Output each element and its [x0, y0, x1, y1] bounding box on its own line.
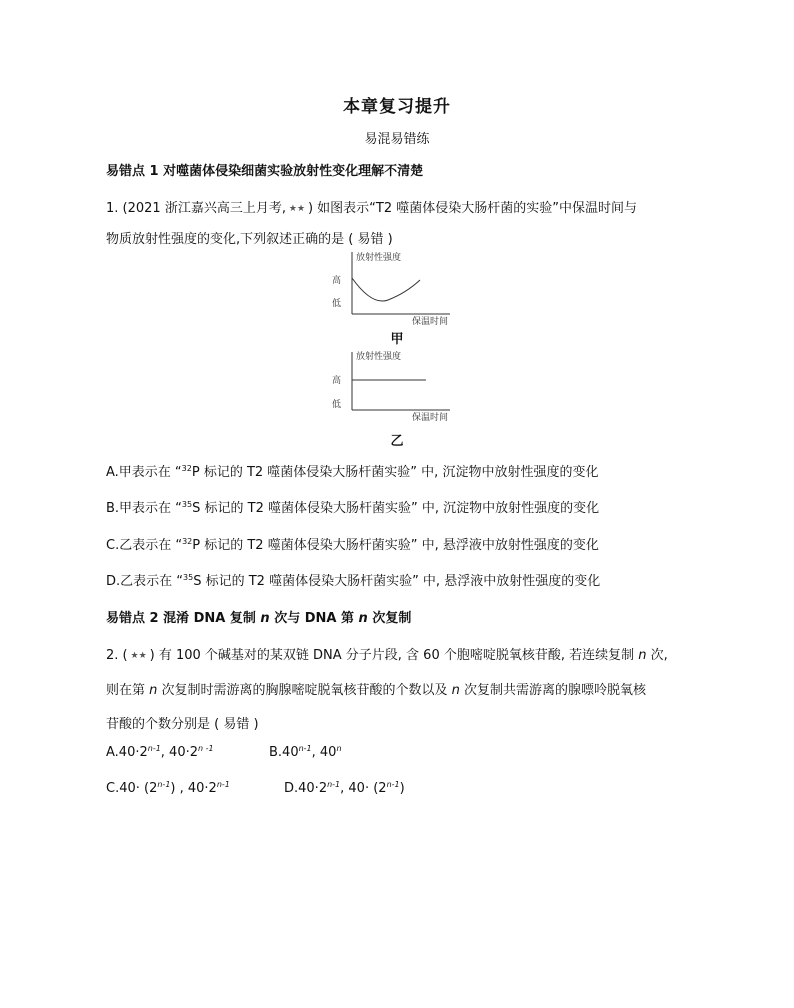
option-2b-text-b: , 40	[311, 745, 337, 760]
section-2-text-b: 次与 DNA 第	[269, 611, 359, 626]
option-2c-exp-1: n-1	[157, 780, 171, 789]
question-2-var-n3: n	[451, 683, 460, 698]
option-1c-text-a: C.乙表示在 “	[106, 538, 183, 553]
option-1c-text-b: P 标记的 T2 噬菌体侵染大肠杆菌实验” 中, 悬浮液中放射性强度的变化	[192, 538, 599, 553]
question-2-var-n1: n	[638, 648, 647, 663]
option-1a-isotope: 32	[181, 464, 192, 473]
option-2c-text-a: C.40· (2	[106, 781, 158, 796]
question-2-prefix: 2. (	[106, 648, 128, 663]
section-2-var-n2: n	[358, 611, 368, 626]
question-1-line-1	[106, 197, 637, 216]
graph-yi-caption: 乙	[390, 434, 404, 449]
page-title: 本章复习提升	[343, 97, 451, 117]
option-2b[interactable]	[269, 745, 342, 760]
section-heading-2	[106, 607, 411, 626]
option-1d-text-b: S 标记的 T2 噬菌体侵染大肠杆菌实验” 中, 悬浮液中放射性强度的变化	[193, 574, 601, 589]
option-2d-text-b: , 40· (2	[340, 781, 387, 796]
question-2-line-2	[106, 679, 646, 698]
option-2b-exp-1: n-1	[298, 744, 312, 753]
option-2d-text-c: )	[399, 781, 405, 796]
option-2c[interactable]	[106, 781, 230, 796]
graph-jia-xlabel: 保温时间	[412, 317, 449, 326]
question-1-line-2: 物质放射性强度的变化,下列叙述正确的是 ( 易错 )	[106, 232, 393, 247]
option-2a-exp-2: n -1	[198, 744, 214, 753]
option-2d-exp-2: n-1	[386, 780, 400, 789]
page-subtitle: 易混易错练	[364, 132, 430, 147]
option-1a[interactable]	[106, 461, 598, 480]
option-2c-text-b: ) , 40·2	[170, 781, 217, 796]
difficulty-stars-icon: ★★	[288, 204, 306, 214]
question-2-line2-c: 次复制共需游离的腺嘌呤脱氧核	[459, 683, 647, 698]
question-2-line-1	[106, 644, 668, 663]
question-2-line-3: 苷酸的个数分别是 ( 易错 )	[106, 717, 259, 732]
graph-jia	[330, 248, 470, 326]
option-2d[interactable]	[284, 781, 405, 796]
question-2-line2-b: 次复制时需游离的胸腺嘧啶脱氧核苷酸的个数以及	[157, 683, 452, 698]
option-2a[interactable]	[106, 745, 214, 760]
graph-jia-ylabel: 放射性强度	[356, 253, 402, 263]
question-2-line2-a: 则在第	[106, 683, 150, 698]
graph-jia-caption: 甲	[390, 332, 404, 347]
option-1d-isotope: 35	[183, 573, 194, 582]
option-2b-exp-2: n	[336, 744, 342, 753]
section-2-text-a: 易错点 2 混淆 DNA 复制	[106, 611, 261, 626]
option-2a-text-a: A.40·2	[106, 745, 148, 760]
graph-yi	[330, 348, 470, 426]
option-1a-text-b: P 标记的 T2 噬菌体侵染大肠杆菌实验” 中, 沉淀物中放射性强度的变化	[191, 465, 599, 480]
section-2-text-c: 次复制	[367, 611, 412, 626]
question-2-text-b: 次,	[646, 648, 668, 663]
graph-jia-high-label: 高	[332, 276, 342, 286]
option-2d-exp-1: n-1	[327, 780, 341, 789]
option-2a-exp-1: n-1	[147, 744, 161, 753]
question-1-text: ) 如图表示“T2 噬菌体侵染大肠杆菌的实验”中保温时间与	[307, 201, 637, 216]
option-1c-isotope: 32	[182, 537, 193, 546]
graph-yi-high-label: 高	[332, 376, 342, 386]
question-2-text-a: ) 有 100 个碱基对的某双链 DNA 分子片段, 含 60 个胞嘧啶脱氧核苷酸, 若连续复制	[149, 648, 639, 663]
option-1b[interactable]	[106, 497, 599, 516]
graph-yi-low-label: 低	[332, 400, 342, 410]
option-1a-text-a: A.甲表示在 “	[106, 465, 182, 480]
question-2-var-n2: n	[149, 683, 158, 698]
difficulty-stars-icon-2: ★★	[130, 651, 147, 661]
graph-jia-curve	[352, 278, 420, 301]
graph-yi-ylabel: 放射性强度	[356, 352, 402, 362]
section-2-var-n1: n	[260, 611, 270, 626]
option-2d-text-a: D.40·2	[284, 781, 328, 796]
graph-jia-low-label: 低	[332, 299, 342, 309]
question-1-prefix: 1. (2021 浙江嘉兴高三上月考,	[106, 201, 286, 216]
option-1b-text-b: S 标记的 T2 噬菌体侵染大肠杆菌实验” 中, 沉淀物中放射性强度的变化	[192, 501, 600, 516]
option-2b-text-a: B.40	[269, 745, 299, 760]
section-heading-1: 易错点 1 对噬菌体侵染细菌实验放射性变化理解不清楚	[106, 164, 424, 179]
option-1d[interactable]	[106, 570, 600, 589]
option-2c-exp-2: n-1	[216, 780, 230, 789]
option-1d-text-a: D.乙表示在 “	[106, 574, 184, 589]
graph-yi-xlabel: 保温时间	[412, 413, 449, 423]
option-1c[interactable]	[106, 534, 599, 553]
option-2a-text-b: , 40·2	[160, 745, 199, 760]
option-1b-text-a: B.甲表示在 “	[106, 501, 182, 516]
option-1b-isotope: 35	[181, 500, 193, 509]
